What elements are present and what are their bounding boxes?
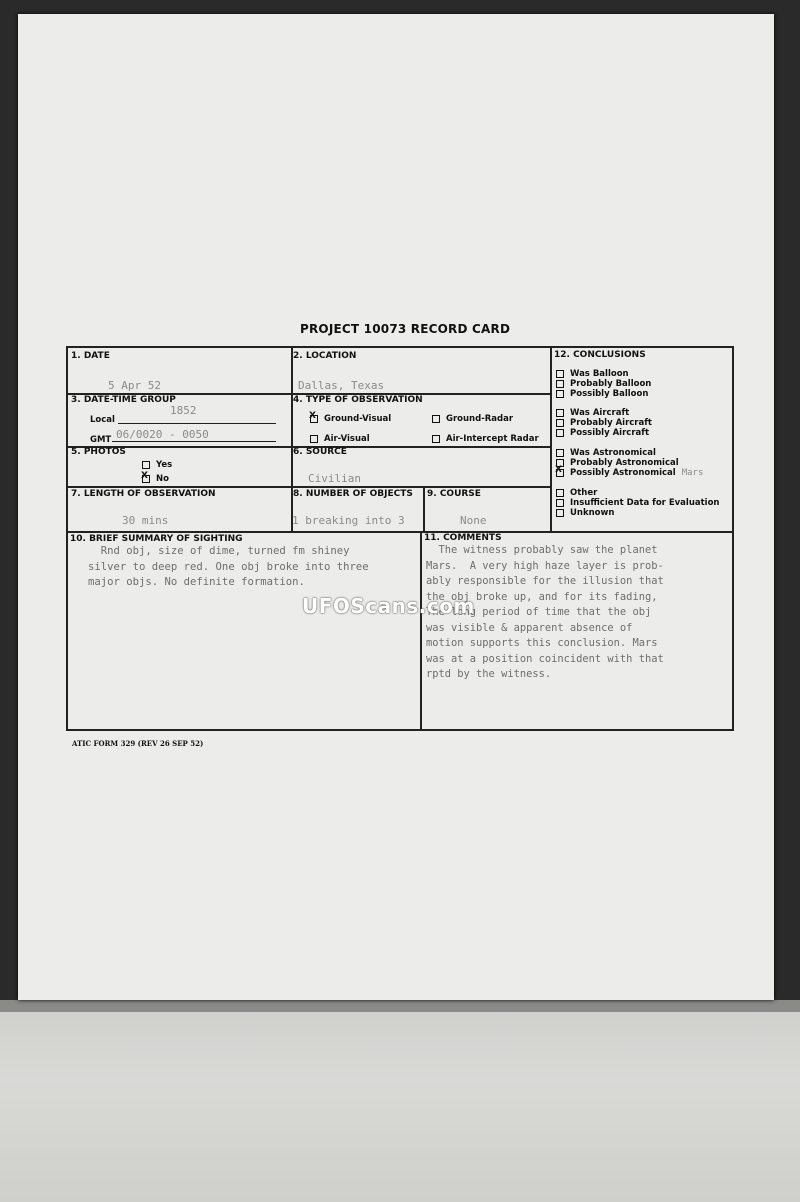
course-value: None (460, 514, 487, 527)
gmt-value: 06/0020 - 0050 (116, 428, 209, 441)
conclusion-probably-aircraft[interactable]: Probably Aircraft (556, 418, 652, 428)
conclusion-other[interactable]: Other (556, 488, 597, 498)
number-of-objects-label: 8. NUMBER OF OBJECTS (293, 489, 413, 499)
gmt-label: GMT (90, 435, 112, 445)
brief-summary-text: Rnd obj, size of dime, turned fm shiney silver to deep red. One obj broke into three major objs. No definite formation. (88, 545, 369, 588)
location-label: 2. LOCATION (293, 351, 357, 361)
conclusion-was-balloon[interactable]: Was Balloon (556, 369, 629, 379)
conclusion-unknown[interactable]: Unknown (556, 508, 614, 518)
divider (68, 486, 550, 488)
conclusion-possibly-astronomical[interactable]: X Possibly Astronomical Mars (555, 464, 704, 478)
checkbox[interactable] (556, 449, 564, 457)
number-of-objects-value: 1 breaking into 3 (292, 514, 405, 527)
source-label: 6. SOURCE (293, 447, 347, 457)
gmt-line (112, 441, 276, 442)
checkbox[interactable] (556, 390, 564, 398)
form-number: ATIC FORM 329 (REV 26 SEP 52) (72, 739, 204, 748)
comments-text: The witness probably saw the planet Mars. A very high haze layer is prob- ably responsible for the illusion that the obj broke up, and for its fading, The long period of time that the obj was visible & apparent absence of motion supports this conclusion. Mars was at a position coincident with that rptd by the witness. (426, 544, 664, 680)
date-value: 5 Apr 52 (108, 379, 161, 392)
checkbox-photos-no[interactable]: X (142, 475, 150, 483)
local-time-value: 1852 (170, 404, 197, 417)
checkbox-ground-radar[interactable] (432, 415, 440, 423)
length-label: 7. LENGTH OF OBSERVATION (71, 489, 216, 499)
local-time-label: Local (90, 415, 115, 425)
course-label: 9. COURSE (427, 489, 481, 499)
checkbox[interactable] (556, 370, 564, 378)
conclusion-annotation: Mars (681, 468, 704, 478)
checkbox[interactable] (556, 429, 564, 437)
photos-label: 5. PHOTOS (71, 447, 126, 457)
divider (291, 348, 293, 531)
local-time-line (118, 423, 276, 424)
checkbox[interactable] (556, 509, 564, 517)
brief-summary-label: 10. BRIEF SUMMARY OF SIGHTING (70, 534, 243, 544)
checkbox-air-intercept-radar[interactable] (432, 435, 440, 443)
checkbox[interactable] (556, 419, 564, 427)
lower-sheet-edge (0, 1000, 800, 1012)
length-value: 30 mins (122, 514, 169, 527)
checkbox[interactable] (556, 409, 564, 417)
divider (420, 531, 422, 731)
option-ground-radar[interactable]: Ground-Radar (432, 414, 513, 424)
divider (423, 486, 425, 531)
conclusion-was-astronomical[interactable]: Was Astronomical (556, 448, 656, 458)
option-ground-visual[interactable]: X Ground-Visual (309, 410, 392, 424)
conclusion-insufficient-data[interactable]: Insufficient Data for Evaluation (556, 498, 720, 508)
card-title: PROJECT 10073 RECORD CARD (300, 322, 511, 336)
checkbox[interactable] (556, 489, 564, 497)
conclusion-was-aircraft[interactable]: Was Aircraft (556, 408, 629, 418)
date-time-group-label: 3. DATE-TIME GROUP (71, 395, 176, 405)
lower-sheet (0, 1000, 800, 1202)
divider (550, 348, 552, 531)
comments-label: 11. COMMENTS (424, 533, 502, 543)
checkbox-ground-visual[interactable]: X (310, 415, 318, 423)
photos-yes-option[interactable]: Yes (142, 460, 172, 470)
conclusion-possibly-balloon[interactable]: Possibly Balloon (556, 389, 648, 399)
source-value: Civilian (308, 472, 361, 485)
checkbox[interactable] (556, 380, 564, 388)
location-value: Dallas, Texas (298, 379, 385, 392)
watermark: UFOScans.com (302, 594, 475, 618)
observation-type-label: 4. TYPE OF OBSERVATION (293, 395, 423, 405)
checkbox-air-visual[interactable] (310, 435, 318, 443)
date-label: 1. DATE (71, 351, 110, 361)
divider (68, 531, 734, 533)
checkbox[interactable]: X (556, 469, 564, 477)
checkbox-photos-yes[interactable] (142, 461, 150, 469)
conclusion-possibly-aircraft[interactable]: Possibly Aircraft (556, 428, 649, 438)
conclusion-probably-astronomical[interactable]: Probably Astronomical (556, 458, 679, 468)
option-air-visual[interactable]: Air-Visual (310, 434, 370, 444)
photos-no-option[interactable]: X No (141, 470, 169, 484)
conclusions-label: 12. CONCLUSIONS (554, 350, 646, 360)
conclusion-probably-balloon[interactable]: Probably Balloon (556, 379, 651, 389)
checkbox[interactable] (556, 499, 564, 507)
option-air-intercept-radar[interactable]: Air-Intercept Radar (432, 434, 539, 444)
